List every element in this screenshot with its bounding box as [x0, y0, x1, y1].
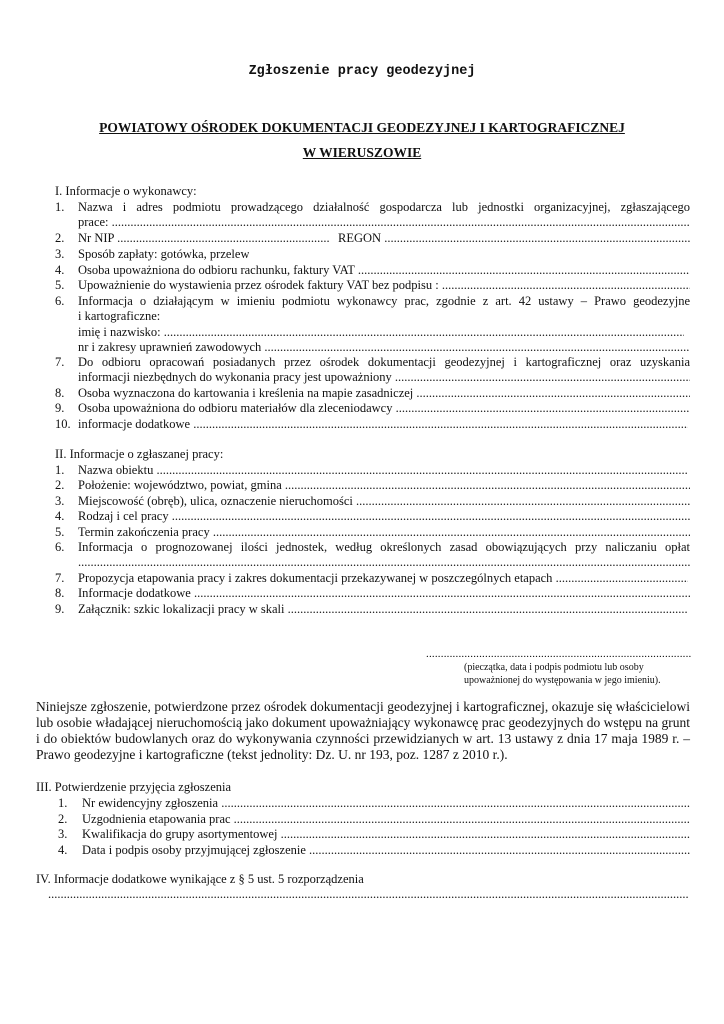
item-number: 1. — [55, 200, 65, 214]
stages-agreement-field[interactable] — [82, 812, 690, 827]
item-number: 6. — [55, 540, 65, 554]
item-number: 10. — [55, 417, 71, 431]
work-additional-info-label: Informacje dodatkowe — [78, 586, 191, 600]
sketch-scale-field[interactable] — [78, 602, 688, 617]
object-name-label: Nazwa obiektu — [78, 463, 154, 477]
regon-label: REGON — [338, 231, 382, 245]
item-number: 2. — [55, 231, 65, 245]
mapping-person-label: Osoba wyznaczona do kartowania i kreślenia na mapie zasadniczej — [78, 386, 414, 400]
invoice-recipient-label: Osoba upoważniona do odbioru rachunku, faktury VAT — [78, 263, 355, 277]
object-name-field[interactable] — [78, 463, 688, 478]
section2-title: II. Informacje o zgłaszanej pracy: — [55, 447, 224, 461]
mapping-person-field[interactable] — [78, 386, 690, 401]
work-stages-label: Propozycja etapowania pracy i zakres dokumentacji przekazywanej w poszczególnych etapach — [78, 571, 553, 585]
item-number: 5. — [55, 278, 65, 292]
work-stages-field[interactable] — [78, 571, 688, 586]
location-field[interactable] — [78, 478, 690, 493]
sketch-scale-label: Załącznik: szkic lokalizacji pracy w skali — [78, 602, 285, 616]
completion-date-field[interactable] — [78, 525, 690, 540]
item-number: 3. — [55, 494, 65, 508]
item-number: 4. — [55, 263, 65, 277]
work-additional-info-field[interactable] — [78, 586, 690, 601]
item-number: 7. — [55, 355, 65, 369]
work-type-label: Rodzaj i cel pracy — [78, 509, 169, 523]
assortment-group-label: Kwalifikacja do grupy asortymentowej — [82, 827, 278, 841]
materials-recipient-label: Osoba upoważniona do odbioru materiałów dla zleceniodawcy — [78, 401, 393, 415]
assortment-group-field[interactable] — [82, 827, 690, 842]
item-number: 1. — [55, 463, 65, 477]
nip-field[interactable] — [78, 231, 330, 246]
item-number: 9. — [55, 602, 65, 616]
item-number: 3. — [55, 247, 65, 261]
representative-name-label: imię i nazwisko: — [78, 325, 161, 339]
license-scope-field[interactable] — [78, 340, 690, 355]
nip-label: Nr NIP — [78, 231, 114, 245]
item-number: 6. — [55, 294, 65, 308]
units-forecast-field[interactable] — [78, 555, 690, 570]
signature-note-line2: upoważnionej do występowania w jego imieniu). — [464, 675, 661, 686]
item-number: 4. — [58, 843, 68, 857]
payment-method-label: Sposób zapłaty: gotówka, przelew — [78, 247, 250, 261]
item-number: 3. — [58, 827, 68, 841]
additional-info-field[interactable] — [78, 417, 688, 432]
license-scope-label: nr i zakresy uprawnień zawodowych — [78, 340, 262, 354]
item-number: 2. — [55, 478, 65, 492]
contractor-name-label-cont: prace: — [78, 215, 109, 229]
authorization-paragraph — [36, 699, 690, 763]
acceptance-signature-field[interactable] — [82, 843, 690, 858]
document-collector-label-cont: informacji niezbędnych do wykonania pracy jest upoważniony — [78, 370, 392, 384]
item-number: 8. — [55, 386, 65, 400]
signature-note-line1: (pieczątka, data i podpis podmiotu lub osoby — [464, 662, 644, 673]
vat-authorization-field[interactable] — [78, 278, 690, 293]
materials-recipient-field[interactable] — [78, 401, 690, 416]
contractor-name-label: Nazwa i adres podmiotu prowadzącego działalność gospodarcza lub jednostki organizacyjnej, zgłaszającego — [78, 200, 690, 214]
property-designation-label: Miejscowość (obręb), ulica, oznaczenie nieruchomości — [78, 494, 353, 508]
item-number: 5. — [55, 525, 65, 539]
property-designation-field[interactable] — [78, 494, 690, 509]
office-heading-line1: POWIATOWY OŚRODEK DOKUMENTACJI GEODEZYJNEJ I KARTOGRAFICZNEJ — [99, 120, 625, 135]
section4-title: IV. Informacje dodatkowe wynikające z § 5 ust. 5 rozporządzenia — [36, 872, 364, 886]
office-heading-line2: W WIERUSZOWIE — [302, 145, 422, 160]
acceptance-signature-label: Data i podpis osoby przyjmującej zgłoszenie — [82, 843, 306, 857]
location-label: Położenie: województwo, powiat, gmina — [78, 478, 282, 492]
representative-info-label: Informacja o działającym w imieniu podmiotu wykonawcy prac, zgodnie z art. 42 ustawy – Prawo geodezyjne — [78, 294, 690, 308]
item-number: 9. — [55, 401, 65, 415]
item-number: 2. — [58, 812, 68, 826]
document-collector-label: Do odbioru opracowań posiadanych przez ośrodek dokumentacji geodezyjnej i kartograficznej oraz uzyskania — [78, 355, 690, 369]
vat-authorization-label: Upoważnienie do wystawienia przez ośrodek faktury VAT bez podpisu : — [78, 278, 439, 292]
completion-date-label: Termin zakończenia pracy — [78, 525, 210, 539]
item-number: 4. — [55, 509, 65, 523]
section4-field[interactable] — [48, 887, 688, 902]
item-number: 7. — [55, 571, 65, 585]
document-title: Zgłoszenie pracy geodezyjnej — [248, 64, 476, 79]
additional-info-label: informacje dodatkowe — [78, 417, 191, 431]
regon-field[interactable] — [338, 231, 690, 246]
legal-citation: (tekst jednolity: Dz. U. nr 193, poz. 1287 z 2010 r.). — [227, 747, 508, 762]
authorization-text: Niniejsze zgłoszenie, potwierdzone przez ośrodek dokumentacji geodezyjnej i kartograficznej, okazuje się właścicielowi lub osobie władającej nieruchomością jako dokument upoważniający wykonawcę prac geodezyjnych do wstępu na grunt i do obiektów budowlanych oraz do wykonywania czynności przewidzianych w art. 13 ustawy z dnia 17 maja 1989 r. – Prawo geodezyjne i kartograficzne — [36, 699, 690, 762]
signature-line[interactable]: .......................................................................................... — [426, 648, 692, 660]
item-number: 1. — [58, 796, 68, 810]
registration-number-label: Nr ewidencyjny zgłoszenia — [82, 796, 219, 810]
work-type-field[interactable] — [78, 509, 690, 524]
invoice-recipient-field[interactable] — [78, 263, 690, 278]
item-number: 8. — [55, 586, 65, 600]
contractor-name-field[interactable] — [78, 215, 690, 230]
stages-agreement-label: Uzgodnienia etapowania prac — [82, 812, 231, 826]
units-forecast-label: Informacja o prognozowanej ilości jednostek, według określonych zasad obowiązujących przy naliczaniu opłat — [78, 540, 690, 554]
representative-info-label-cont: i kartograficzne: — [78, 309, 161, 323]
registration-number-field[interactable] — [82, 796, 690, 811]
section1-title: I. Informacje o wykonawcy: — [55, 184, 197, 198]
section3-title: III. Potwierdzenie przyjęcia zgłoszenia — [36, 780, 232, 794]
representative-name-field[interactable] — [78, 325, 684, 340]
document-collector-field[interactable] — [78, 370, 690, 385]
